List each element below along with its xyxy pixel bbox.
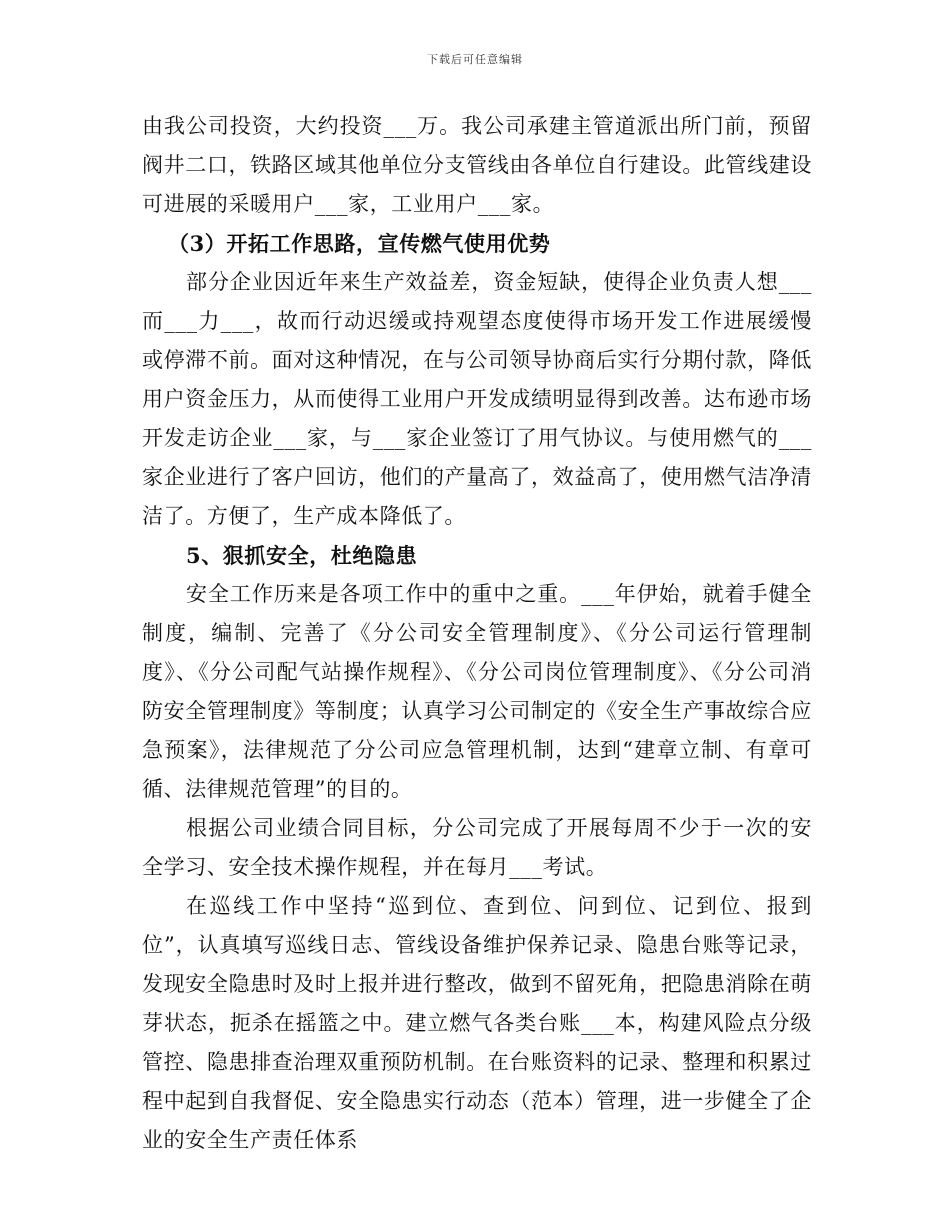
header-note: 下载后可任意编辑 — [427, 53, 523, 66]
paragraph-safety-regulations: 安全工作历来是各项工作中的重中之重。___年伊始，就着手健全制度，编制、完善了《分公司安全管理制度》、《分公司运行管理制度》、《分公司配气站操作规程》、《分公司岗位管理制度》、《分公司消防安全管理制度》等制度；认真学习公司制定的《安全生产事故综合应急预案》，法律规范了分公司应急管理机制，达到“建章立制、有章可循、法律规范管理”的目的。 — [142, 582, 812, 801]
paragraph-line-patrol: 在巡线工作中坚持“巡到位、查到位、问到位、记到位、报到位”，认真填写巡线日志、管线设备维护保养记录、隐患台账等记录，发现安全隐患时及时上报并进行整改，做到不留死角，把隐患消除在萌芽状态，扼杀在摇篮之中。建立燃气各类台账___本，构建风险点分级管控、隐患排查治理双重预防机制。在台账资料的记录、整理和积累过程中起到自我督促、安全隐患实行动态（范本）管理，进一步健全了企业的安全生产责任体系 — [142, 894, 812, 1152]
paragraph-investment: 由我公司投资，大约投资___万。我公司承建主管道派出所门前，预留阀井二口，铁路区域其他单位分支管线由各单位自行建设。此管线建设可进展的采暖用户___家，工业用户___家。 — [142, 114, 812, 216]
document-body — [142, 107, 812, 1160]
section-heading-promotion: （3）开拓工作思路，宣传燃气使用优势 — [168, 231, 551, 256]
section-heading-safety: 5、狠抓安全，杜绝隐患 — [186, 543, 418, 568]
paragraph-market-development: 部分企业因近年来生产效益差，资金短缺，使得企业负责人想___而___力___，故而行动迟缓或持观望态度使得市场开发工作进展缓慢或停滞不前。面对这种情况，在与公司领导协商后实行分期付款，降低用户资金压力，从而使得工业用户开发成绩明显得到改善。达布逊市场开发走访企业___家，与___家企业签订了用气协议。与使用燃气的___家企业进行了客户回访，他们的产量高了，效益高了，使用燃气洁净清洁了。方便了，生产成本降低了。 — [142, 270, 812, 528]
paragraph-safety-training: 根据公司业绩合同目标，分公司完成了开展每周不少于一次的安全学习、安全技术操作规程，并在每月___考试。 — [142, 816, 812, 879]
